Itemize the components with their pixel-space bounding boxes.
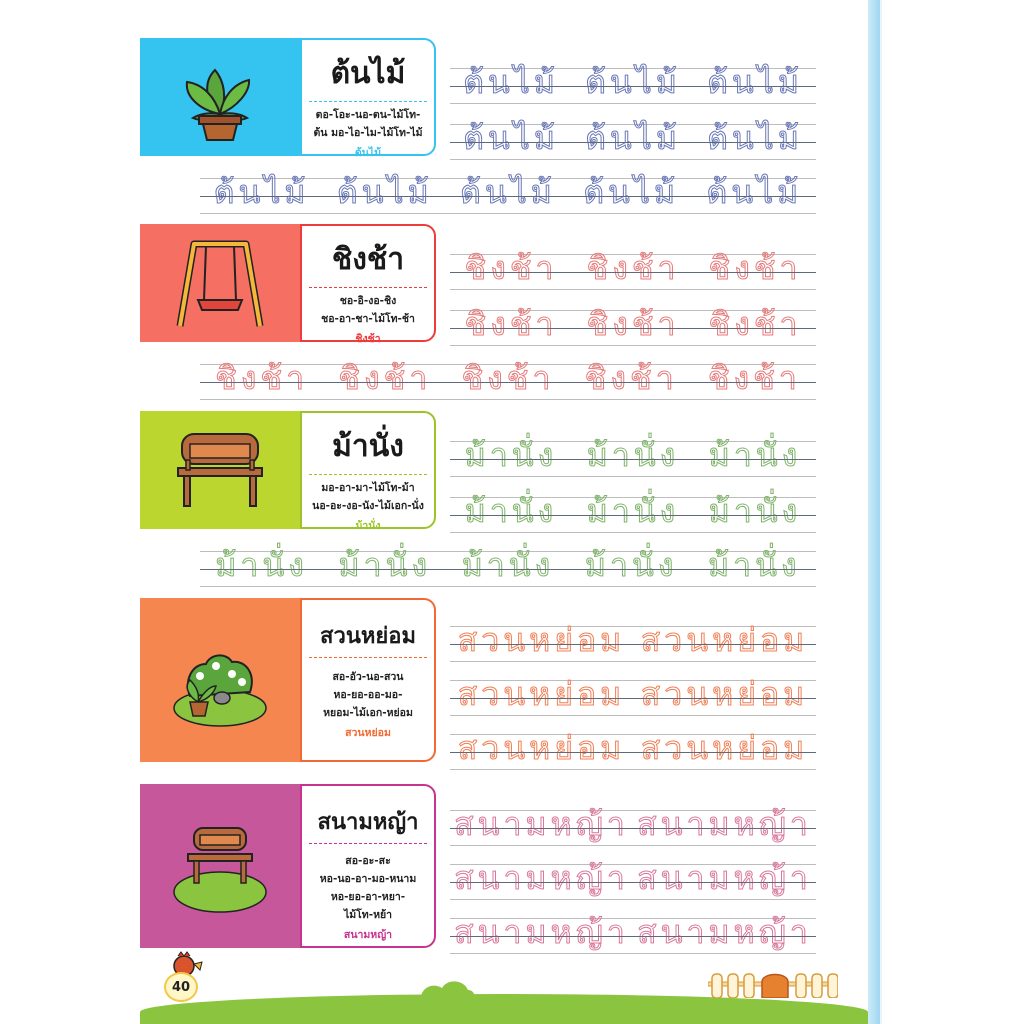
picture-panel — [140, 598, 300, 762]
page-number: 40 — [164, 972, 198, 1002]
trace-text: ต้นไม้ ต้นไม้ ต้นไม้ ต้นไม้ ต้นไม้ — [213, 173, 803, 211]
picture-panel — [140, 224, 300, 342]
trace-text: ม้านั่ง ม้านั่ง ม้านั่ง — [464, 492, 802, 530]
grass-ground — [140, 994, 868, 1024]
bench-icon — [172, 430, 268, 510]
divider — [309, 657, 427, 658]
spelling-line: หยอม-ไม้เอก-หย่อม — [323, 707, 413, 719]
divider — [309, 474, 427, 475]
answer-word: สนามหญ้า — [343, 929, 393, 941]
trace-row — [450, 675, 816, 716]
spelling-line: สอ-อะ-สะ — [345, 855, 391, 867]
label-box — [300, 598, 436, 762]
trace-row — [450, 805, 816, 846]
section-sanamya — [140, 784, 868, 951]
section-manang — [140, 411, 868, 584]
word-card — [140, 598, 440, 762]
section-suanyom — [140, 598, 868, 767]
label-box — [300, 224, 436, 345]
divider — [309, 287, 427, 288]
section-chingcha — [140, 224, 868, 397]
answer-word: ชิงช้า — [355, 333, 381, 345]
divider — [309, 843, 427, 844]
trace-row — [200, 546, 816, 587]
trace-text: สวนหย่อม สวนหย่อม — [457, 675, 809, 713]
vocab-word: ต้นไม้ — [330, 56, 406, 91]
spelling-line: ไม้โท-หย้า — [343, 909, 393, 921]
vocab-word: ชิงช้า — [331, 242, 405, 277]
picture-panel — [140, 411, 300, 529]
trace-row — [450, 305, 816, 346]
answer-word: สวนหย่อม — [345, 727, 391, 739]
spelling-line: ต้น มอ-ไอ-ไม-ไม้โท-ไม้ — [313, 127, 423, 139]
spelling-line: ชอ-อา-ชา-ไม้โท-ช้า — [321, 313, 415, 325]
trace-row — [450, 436, 816, 477]
lawn-bench-icon — [170, 816, 270, 916]
trace-text: สวนหย่อม สวนหย่อม — [457, 621, 809, 659]
label-box — [300, 411, 436, 532]
trace-text: ชิงช้า ชิงช้า ชิงช้า — [464, 305, 802, 343]
label-box — [300, 784, 436, 948]
trace-text: ชิงช้า ชิงช้า ชิงช้า ชิงช้า ชิงช้า — [215, 359, 801, 397]
spelling-line: ตอ-โอะ-นอ-ตน-ไม้โท- — [315, 109, 421, 121]
trace-text: ม้านั่ง ม้านั่ง ม้านั่ง ม้านั่ง ม้านั่ง — [215, 546, 801, 584]
trace-text: สนามหญ้า สนามหญ้า — [454, 913, 812, 951]
trace-text: ม้านั่ง ม้านั่ง ม้านั่ง — [464, 436, 802, 474]
spelling-line: หอ-ยอ-ออ-มอ- — [333, 689, 403, 701]
vocab-word: สนามหญ้า — [317, 810, 419, 835]
trace-row — [450, 249, 816, 290]
bush-icon — [416, 976, 476, 1002]
spelling-line: นอ-อะ-งอ-นัง-ไม้เอก-นั่ง — [312, 500, 424, 512]
spelling-line: สอ-อัว-นอ-สวน — [332, 671, 404, 683]
label-box — [300, 38, 436, 159]
word-card — [140, 38, 440, 159]
trace-row — [450, 492, 816, 533]
spelling-line: หอ-ยอ-อา-หยา- — [330, 891, 406, 903]
section-tonmai — [140, 38, 868, 211]
trace-text: ชิงช้า ชิงช้า ชิงช้า — [464, 249, 802, 287]
word-card — [140, 224, 440, 345]
fence-icon — [708, 970, 838, 998]
book-edge-highlight — [880, 0, 882, 1024]
trace-row — [450, 859, 816, 900]
spelling-line: มอ-อา-มา-ไม้โท-ม้า — [321, 482, 415, 494]
trace-text: สวนหย่อม สวนหย่อม — [457, 729, 809, 767]
trace-row — [200, 359, 816, 400]
book-edge — [868, 0, 880, 1024]
answer-word: ม้านั่ง — [355, 520, 381, 532]
garden-icon — [170, 630, 270, 730]
trace-row — [450, 729, 816, 770]
trace-row — [450, 119, 816, 160]
word-card — [140, 784, 440, 948]
trace-row — [450, 913, 816, 954]
trace-row — [450, 621, 816, 662]
answer-word: ต้นไม้ — [354, 147, 382, 159]
spelling-line: หอ-นอ-อา-มอ-หนาม — [319, 873, 417, 885]
trace-text: ต้นไม้ ต้นไม้ ต้นไม้ — [463, 63, 803, 101]
worksheet-page — [140, 0, 868, 1024]
trace-row — [200, 173, 816, 214]
potted-plant-icon — [175, 52, 265, 142]
picture-panel — [140, 784, 300, 948]
swing-icon — [170, 238, 270, 328]
trace-row — [450, 63, 816, 104]
trace-text: สนามหญ้า สนามหญ้า — [454, 859, 812, 897]
divider — [309, 101, 427, 102]
picture-panel — [140, 38, 300, 156]
word-card — [140, 411, 440, 532]
vocab-word: สวนหย่อม — [320, 624, 416, 649]
trace-text: สนามหญ้า สนามหญ้า — [454, 805, 812, 843]
spelling-line: ชอ-อิ-งอ-ชิง — [339, 295, 397, 307]
trace-text: ต้นไม้ ต้นไม้ ต้นไม้ — [463, 119, 803, 157]
vocab-word: ม้านั่ง — [332, 429, 404, 464]
page-footer — [140, 950, 868, 1024]
